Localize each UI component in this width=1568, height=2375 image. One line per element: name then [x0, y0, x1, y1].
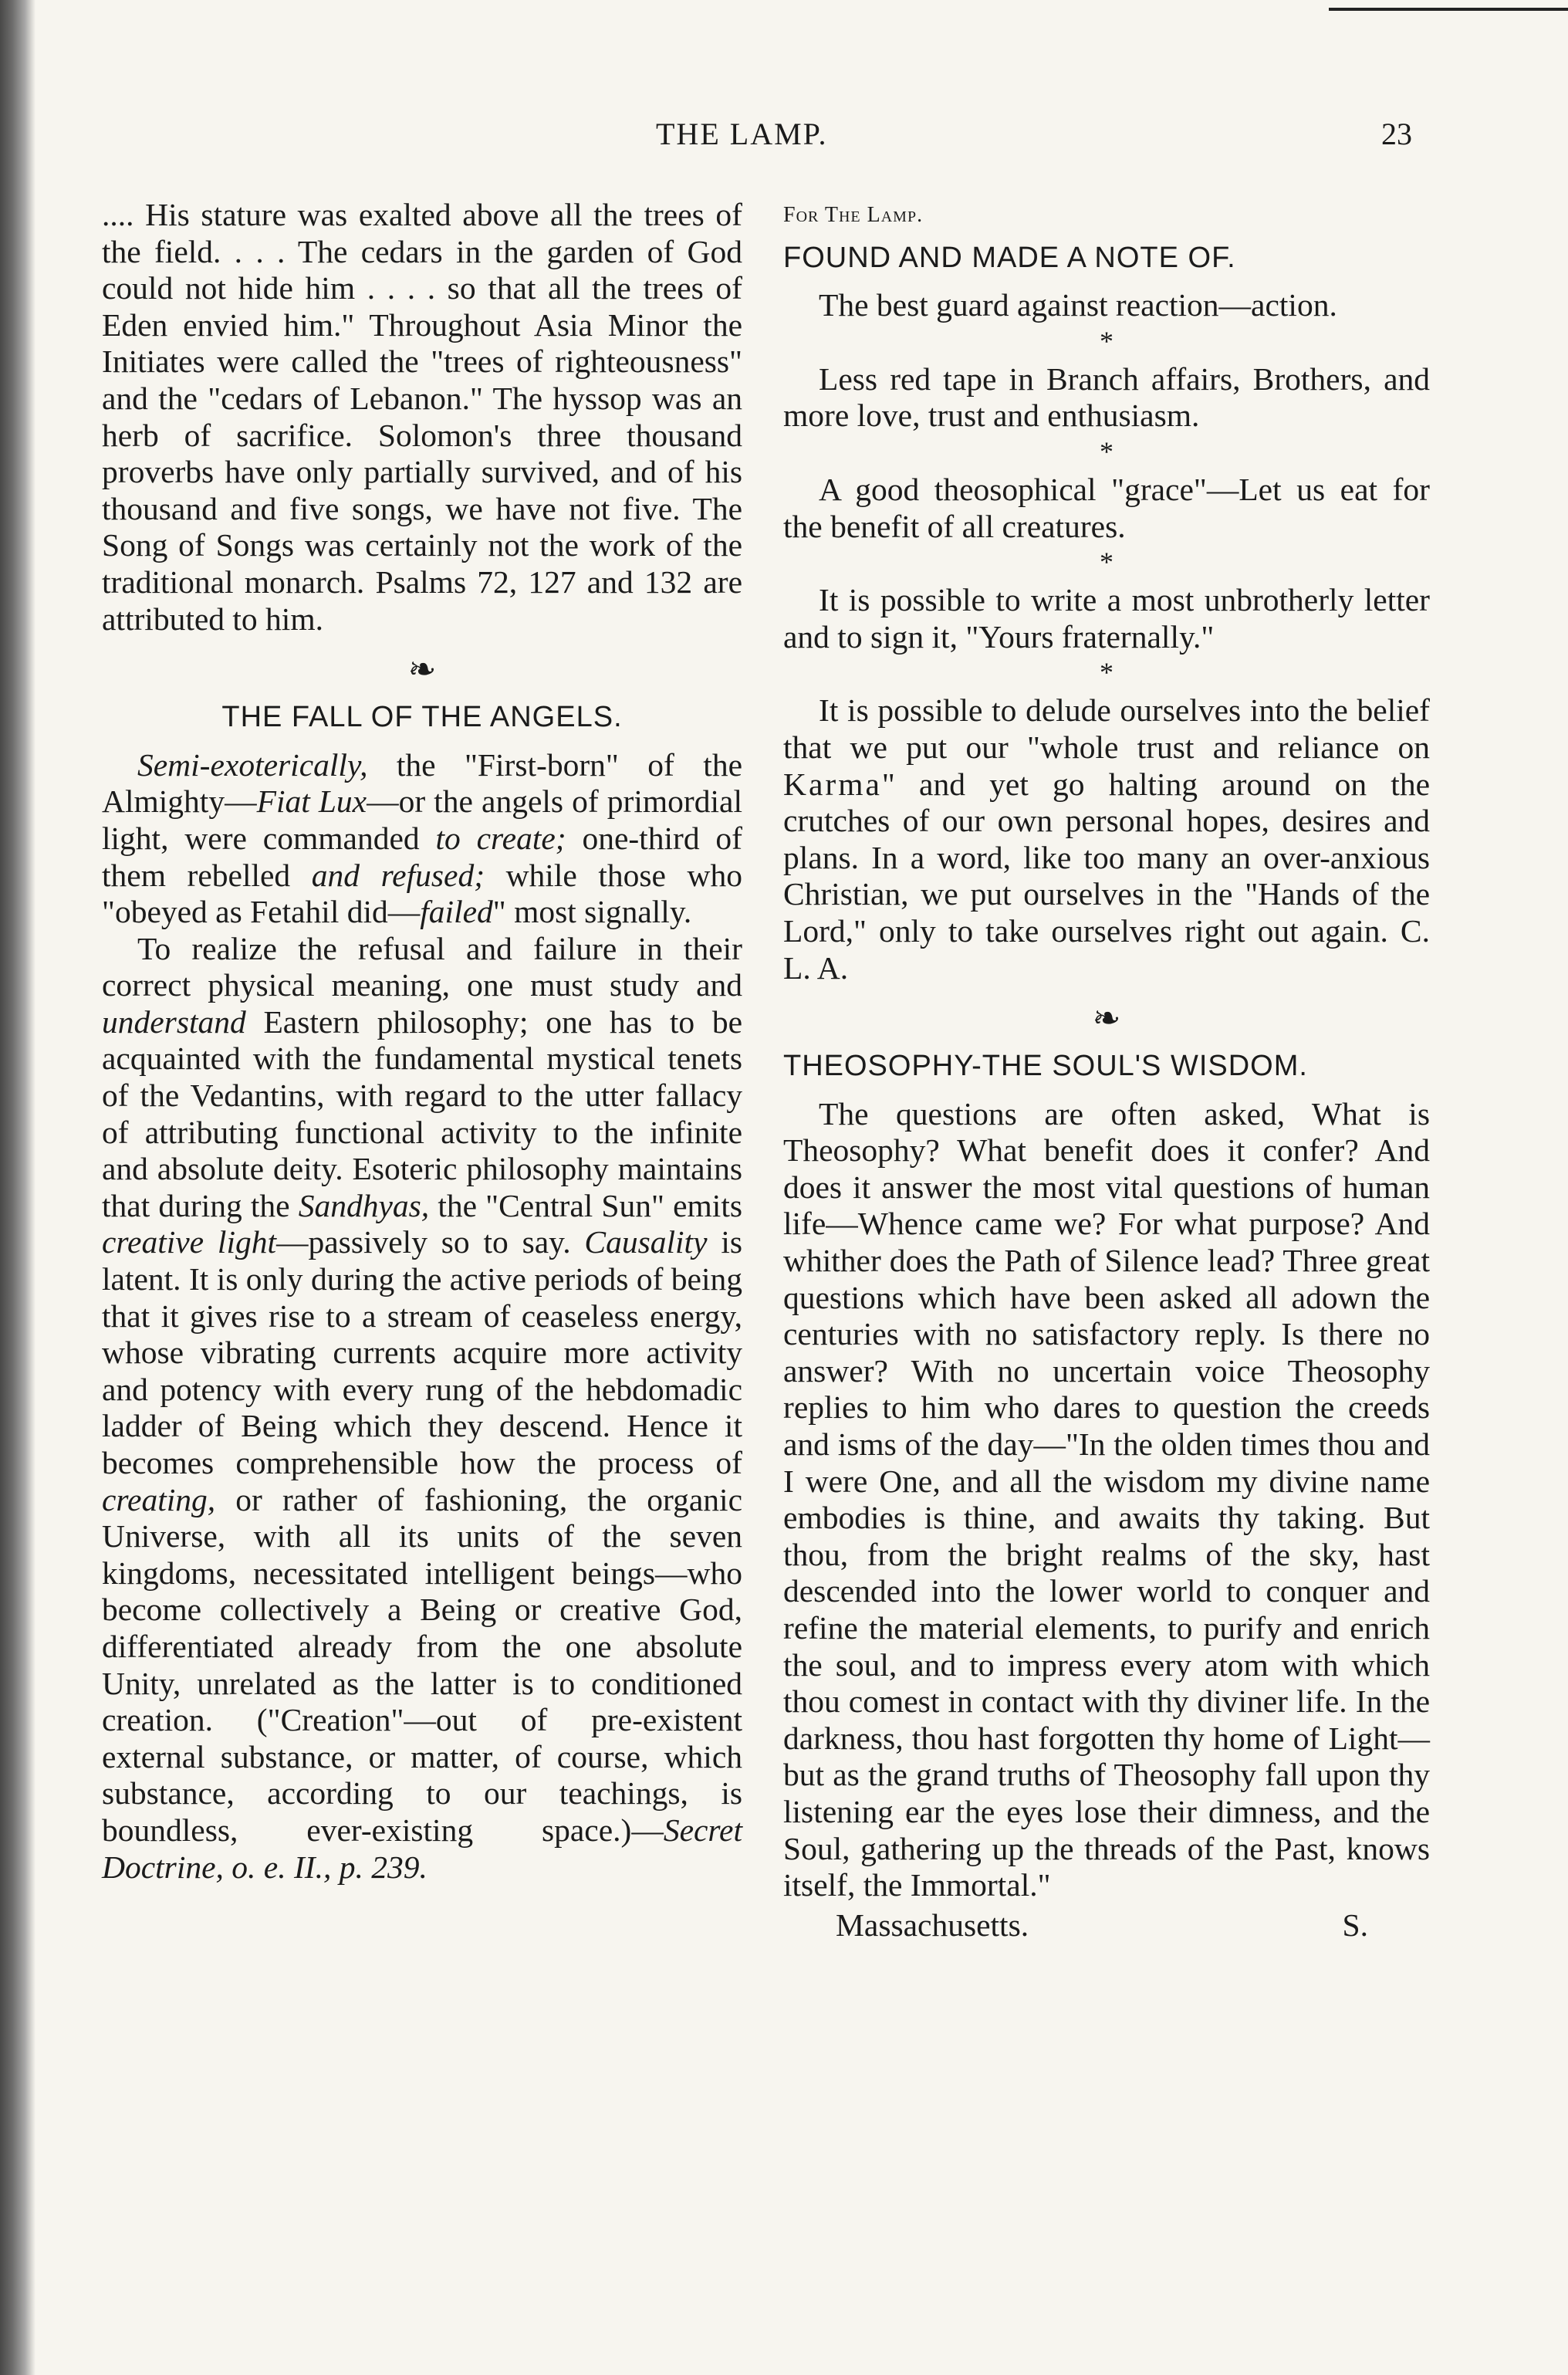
- italic-text: Sandhyas,: [298, 1187, 430, 1223]
- section-title-theosophy: THEOSOPHY-THE SOUL'S WISDOM.: [783, 1050, 1308, 1083]
- italic-text: creating,: [102, 1481, 216, 1517]
- text-run: the "Central Sun" emits: [429, 1187, 742, 1223]
- italic-text: Fiat Lux: [256, 783, 367, 820]
- italic-text: and refused;: [311, 857, 485, 893]
- italic-text: understand: [102, 1003, 246, 1040]
- text-run: one-third of them rebelled: [102, 820, 742, 893]
- asterisk-divider: *: [1100, 657, 1113, 688]
- citation: Secret Doctrine, o. e. II., p. 239.: [102, 1812, 742, 1885]
- note-item: Less red tape in Branch affairs, Brothers, and more love, trust and enthusiasm.: [783, 360, 1430, 434]
- text-run: while those who "obeyed as Fetahil did—: [102, 857, 742, 930]
- italic-text: failed: [420, 894, 493, 930]
- fleuron-ornament: ❧: [1092, 1000, 1121, 1038]
- asterisk-divider: *: [1100, 546, 1113, 578]
- paragraph: .... His stature was exalted above all the trees of the field. . . . The cedars in the garden of God could not hide him . . . . so that all the trees of Eden envied him." Throughout Asia Minor the Initiates were called the "trees of righteousness" and the "cedars of Lebanon." The hyssop was an herb of sacrifice. Solomon's three thousand proverbs have only partially survived, and of his thousand and five songs, we have not five. The Song of Songs was certainly not the work of the traditional monarch. Psalms 72, 127 and 132 are attributed to him.: [102, 197, 742, 637]
- paragraph: [102, 931, 742, 1886]
- italic-text: to create;: [435, 820, 566, 856]
- paragraph: The questions are often asked, What is Theosophy? What benefit does it confer? And does it answer the most vital questions of human life—Whence came we? For what purpose? And whither does the Path of Silence lead? Three great questions which have been asked all adown the centuries with no satisfactory reply. Is there no answer? With no uncertain voice Theosophy replies to him who dares to question the creeds and isms of the day—"In the olden times thou and I were One, and all the wisdom my divine name embodies is thine, and awaits thy taking. But thou, from the bright realms of the sky, hast descended into the lower world to conquer and refine the material elements, to purify and enrich the soul, and to impress every atom with which thou comest in contact with thy diviner life. In the darkness, thou hast forgotten thy home of Light—but as the grand truths of Theosophy fall upon thy listening ear the eyes lose their dimness, and the Soul, gathering up the threads of the Past, knows itself, the Immortal.": [783, 1095, 1430, 1903]
- left-column: [102, 197, 742, 1886]
- italic-text: creative light: [102, 1224, 277, 1260]
- signature-initial: S.: [1342, 1906, 1368, 1943]
- section-title-fall-of-angels: THE FALL OF THE ANGELS.: [221, 701, 623, 734]
- text-run: the "First-born" of the Almighty—: [102, 746, 742, 820]
- text-run: " and yet go halting around on the crutches of our own personal hopes, desires and plans. In a word, like too many an over-anxious Christian, we put ourselves in the "Hands of the Lord," only to take ourselves right out again. C. L. A.: [783, 766, 1430, 986]
- top-rule: [1329, 8, 1568, 11]
- text-run: To realize the refusal and failure in their correct physical meaning, one must study and: [102, 930, 742, 1003]
- page-number: 23: [1381, 117, 1412, 151]
- note-item: It is possible to write a most unbrotherly letter and to sign it, "Yours fraternally.": [783, 582, 1430, 655]
- asterisk-divider: *: [1100, 435, 1113, 467]
- signature-line: [783, 1907, 1430, 1944]
- text-run: —passively so to say.: [276, 1224, 585, 1260]
- text-run: or rather of fashioning, the organic Universe, with all its units of the seven kingdoms, necessitated intelligent beings—who become collectively a Being or creative God, differentiated already from the one absolute Unity, unrelated as the latter is to conditioned creation. ("Creation"—out of pre-existent external substance, or matter, of course, which substance, according to our teachings, is boundless, ever-existing space.)—: [102, 1481, 742, 1848]
- italic-text: Causality: [584, 1224, 708, 1260]
- italic-text: Semi-exoterically,: [137, 746, 368, 783]
- text-run: " most signally.: [492, 894, 692, 930]
- note-item: A good theosophical "grace"—Let us eat for the benefit of all creatures.: [783, 471, 1430, 544]
- scan-binding-shadow: [0, 0, 35, 2375]
- source-line: For The Lamp.: [783, 203, 924, 227]
- asterisk-divider: *: [1100, 325, 1113, 357]
- karma-word: Karma: [783, 766, 882, 802]
- text-run: —or the angels of primordial light, were commanded: [102, 783, 742, 856]
- running-title: THE LAMP.: [656, 117, 828, 151]
- page-header: [100, 116, 1412, 162]
- note-item: The best guard against reaction—action.: [819, 287, 1337, 323]
- paragraph: [102, 747, 742, 931]
- fleuron-ornament: ❧: [407, 651, 437, 689]
- signature-place: Massachusetts.: [836, 1906, 1029, 1943]
- section-title-found-note: FOUND AND MADE A NOTE OF.: [783, 241, 1236, 274]
- right-column: [783, 197, 1430, 1944]
- note-item: [783, 692, 1430, 986]
- text-run: is latent. It is only during the active periods of being that it gives rise to a stream of ceaseless energy, whose vibrating currents acquire more activity and potency with every rung of the hebdomadic ladder of Being which they descend. Hence it becomes comprehensible how the process of: [102, 1224, 742, 1480]
- text-run: Eastern philosophy; one has to be acquainted with the fundamental mystical tenets of the Vedantins, with regard to the utter fallacy of attributing functional activity to the infinite and absolute deity. Esoteric philosophy maintains that during the: [102, 1003, 742, 1223]
- text-run: It is possible to delude ourselves into the belief that we put our "whole trust and reliance on: [783, 692, 1430, 765]
